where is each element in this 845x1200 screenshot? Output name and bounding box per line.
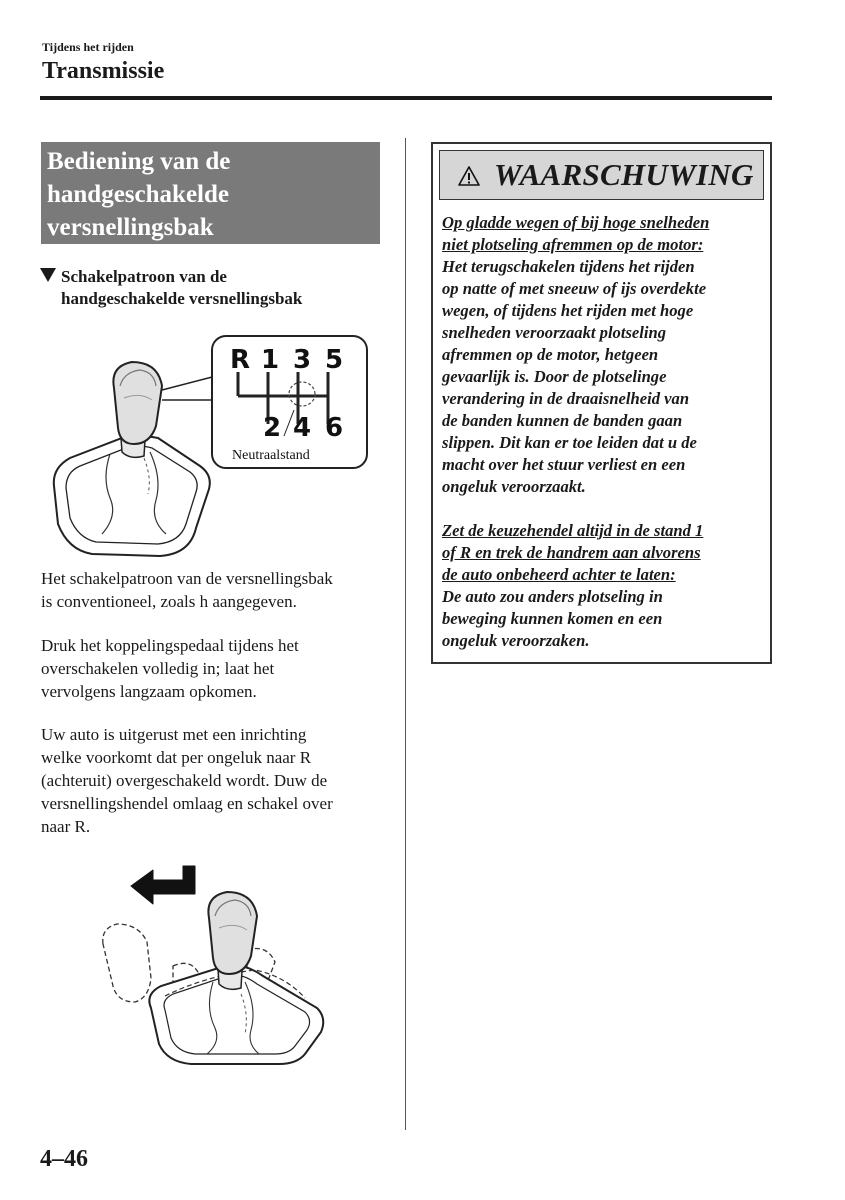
subheading-line: Schakelpatroon van de [61,267,227,286]
paragraph-line: Druk het koppelingspedaal tijdens het [41,636,299,655]
paragraph-line: vervolgens langzaam opkomen. [41,682,257,701]
subheading [40,266,380,310]
column-divider [405,138,406,1130]
warning-line: beweging kunnen komen en een [442,609,663,628]
warning-line: ongeluk veroorzaken. [442,631,590,650]
breadcrumb: Tijdens het rijden [42,40,134,54]
warning-line: de banden kunnen de banden gaan [442,411,683,430]
section-banner [41,142,380,244]
paragraph-line: overschakelen volledig in; laat het [41,659,275,678]
gear-knob [113,362,162,444]
section-banner-line: handgeschakelde [47,181,229,208]
gear-label: R [229,345,251,375]
warning-underlined-line: de auto onbeheerd achter te laten: [442,565,676,584]
warning-line: slippen. Dit kan er toe leiden dat u de [442,433,697,452]
section-banner-line: Bediening van de [47,148,231,175]
warning-header [439,150,764,200]
page-number: 4–46 [40,1146,88,1172]
gear-label: 4 [292,413,312,443]
warning-title: WAARSCHUWING [494,157,754,192]
section-banner-line: versnellingsbak [47,214,214,241]
warning-triangle-icon [458,166,480,186]
warning-line: De auto zou anders plotseling in [442,587,663,606]
push-down-arrow-icon [131,866,195,904]
page-title: Transmissie [42,58,165,84]
warning-line: gevaarlijk is. Door de plotselinge [442,367,667,386]
warning-line: macht over het stuur verliest en een [442,455,686,474]
warning-underlined-line: of R en trek de handrem aan alvorens [442,543,701,562]
warning-line: verandering in de draaisnelheid van [442,389,690,408]
warning-line: wegen, of tijdens het rijden met hoge [442,301,694,320]
warning-line: afremmen op de motor, hetgeen [442,345,659,364]
warning-underlined-line: niet plotseling afremmen op de motor: [442,235,704,254]
gear-label: 1 [260,345,280,375]
paragraph-line: Uw auto is uitgerust met een inrichting [41,725,307,744]
warning-line: snelheden veroorzaakt plotseling [442,323,667,342]
warning-line: Het terugschakelen tijdens het rijden [442,257,695,276]
paragraph-2 [41,634,391,703]
gear-label: 6 [324,413,344,443]
warning-text [442,212,772,652]
warning-line: op natte of met sneeuw of ijs overdekte [442,279,707,298]
paragraph-line: is conventioneel, zoals h aangegeven. [41,592,297,611]
warning-box [431,142,772,664]
paragraph-line: versnellingshendel omlaag en schakel over [41,794,333,813]
warning-underlined-line: Zet de keuzehendel altijd in de stand 1 [442,521,704,540]
paragraph-3 [41,723,391,838]
subheading-line: handgeschakelde versnellingsbak [61,289,303,308]
warning-underlined-line: Op gladde wegen of bij hoge snelheden [442,213,710,232]
gear-label: 2 [262,413,282,443]
paragraph-line: (achteruit) overgeschakeld wordt. Duw de [41,771,328,790]
header-rule [40,96,772,100]
warning-line: ongeluk veroorzaakt. [442,477,586,496]
paragraph-line: welke voorkomt dat per ongeluk naar R [41,748,312,767]
gear-label: 3 [292,345,312,375]
gear-label: 5 [324,345,344,375]
reverse-shift-illustration [95,858,345,1068]
paragraph-line: naar R. [41,817,91,836]
paragraph-1 [41,567,391,613]
shift-pattern-illustration [40,328,385,568]
neutral-label: Neutraalstand [232,448,310,463]
gear-knob [208,892,257,974]
paragraph-line: Het schakelpatroon van de versnellingsbak [41,569,333,588]
triangle-bullet-icon [40,268,56,282]
